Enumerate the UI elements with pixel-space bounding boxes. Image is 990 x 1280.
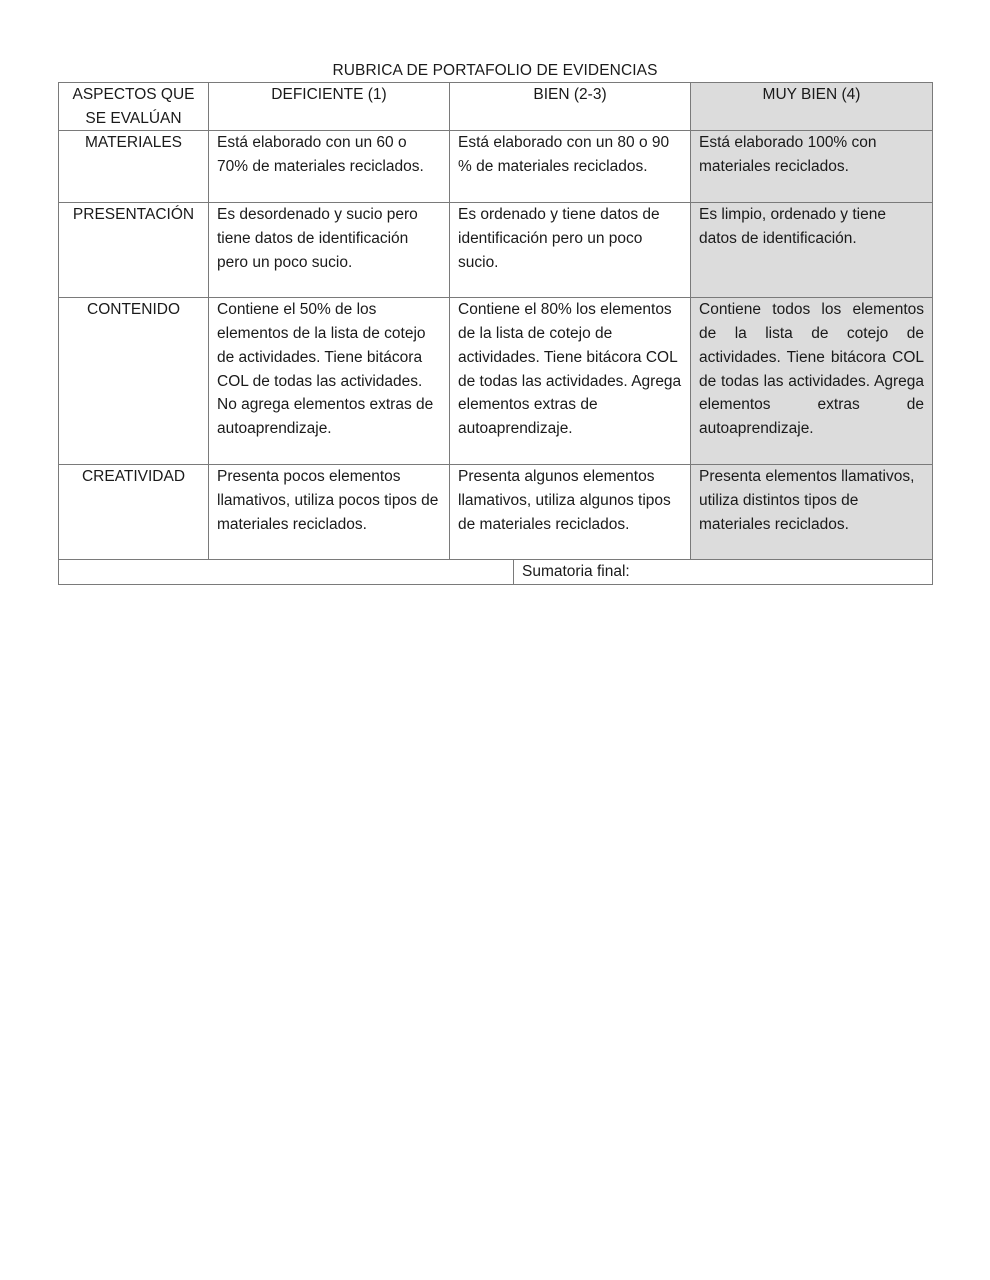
header-bien: BIEN (2-3): [450, 83, 691, 131]
aspect-cell: MATERIALES: [59, 131, 209, 203]
bien-cell: Es ordenado y tiene datos de identificación pero un poco sucio.: [450, 203, 691, 298]
header-deficiente: DEFICIENTE (1): [209, 83, 450, 131]
table-row: [59, 298, 933, 465]
rubric-table: [58, 82, 933, 560]
aspect-cell: PRESENTACIÓN: [59, 203, 209, 298]
table-header-row: [59, 83, 933, 131]
deficiente-cell: Presenta pocos elementos llamativos, utiliza pocos tipos de materiales reciclados.: [209, 465, 450, 560]
header-aspect: ASPECTOS QUE SE EVALÚAN: [59, 83, 209, 131]
muy-bien-cell: Es limpio, ordenado y tiene datos de identificación.: [691, 203, 933, 298]
bien-cell: Está elaborado con un 80 o 90 % de materiales reciclados.: [450, 131, 691, 203]
summary-total-cell: Sumatoria final:: [514, 560, 933, 585]
aspect-cell: CREATIVIDAD: [59, 465, 209, 560]
deficiente-cell: Contiene el 50% de los elementos de la lista de cotejo de actividades. Tiene bitácora COL de todas las actividades. No agrega elementos extras de autoaprendizaje.: [209, 298, 450, 465]
bien-cell: Presenta algunos elementos llamativos, utiliza algunos tipos de materiales reciclados.: [450, 465, 691, 560]
deficiente-cell: Está elaborado con un 60 o 70% de materiales reciclados.: [209, 131, 450, 203]
bien-cell: Contiene el 80% los elementos de la lista de cotejo de actividades. Tiene bitácora COL de todas las actividades. Agrega elementos extras de autoaprendizaje.: [450, 298, 691, 465]
document-page: [58, 60, 932, 585]
header-muy-bien: MUY BIEN (4): [691, 83, 933, 131]
summary-blank-cell: [59, 560, 514, 585]
document-title: RUBRICA DE PORTAFOLIO DE EVIDENCIAS: [332, 62, 658, 79]
muy-bien-cell: Contiene todos los elementos de la lista de cotejo de actividades. Tiene bitácora COL de todas las actividades. Agrega elementos extras de autoaprendizaje.: [691, 298, 933, 465]
summary-row: [59, 560, 933, 585]
table-row: [59, 203, 933, 298]
table-row: [59, 465, 933, 560]
muy-bien-cell: Presenta elementos llamativos, utiliza distintos tipos de materiales reciclados.: [691, 465, 933, 560]
muy-bien-cell: Está elaborado 100% con materiales reciclados.: [691, 131, 933, 203]
table-row: [59, 131, 933, 203]
deficiente-cell: Es desordenado y sucio pero tiene datos de identificación pero un poco sucio.: [209, 203, 450, 298]
aspect-cell: CONTENIDO: [59, 298, 209, 465]
summary-table: [58, 559, 933, 585]
